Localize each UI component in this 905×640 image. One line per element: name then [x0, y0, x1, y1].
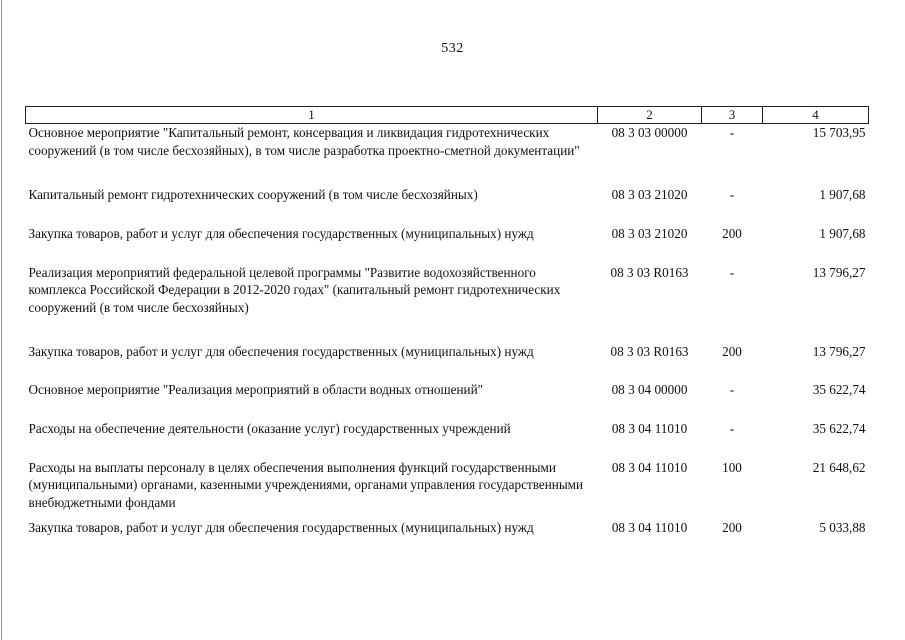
row-name: Капитальный ремонт гидротехнических сооружений (в том числе бесхозяйных): [28, 186, 478, 202]
row-type: -: [729, 381, 735, 397]
table-row: [26, 264, 869, 343]
table-row: [26, 186, 869, 225]
table-header: [26, 107, 869, 124]
row-type: -: [729, 264, 735, 280]
row-name: Реализация мероприятий федеральной целевой программы "Развитие водохозяйственного комплекса Российской Федерации в 2012-2020 годах" (капитальный ремонт гидротехнических сооружений (в том числе бесхозяйных): [28, 264, 561, 315]
header-col-name: 1: [26, 107, 598, 124]
row-type: -: [729, 125, 735, 140]
row-amount: 13 796,27: [812, 264, 866, 280]
row-amount: 35 622,74: [812, 420, 866, 436]
row-code: 08 3 03 00000: [611, 125, 688, 140]
row-name: Расходы на выплаты персоналу в целях обеспечения выполнения функций государственными (муниципальными) органами, казенными учреждениями, органами управления государственными внебюджетными фондами: [28, 459, 584, 510]
row-amount: 21 648,62: [812, 459, 866, 475]
row-amount: 1 907,68: [819, 186, 866, 202]
table-row: [26, 420, 869, 459]
row-type: 200: [722, 343, 742, 359]
table-body: [26, 124, 869, 557]
row-code: 08 3 04 11010: [611, 519, 688, 535]
header-col-amount: 4: [763, 107, 869, 124]
row-name: Закупка товаров, работ и услуг для обеспечения государственных (муниципальных) нужд: [28, 225, 534, 241]
page-number: 532: [441, 41, 464, 56]
header-row: [26, 107, 869, 124]
row-amount: 35 622,74: [812, 381, 866, 397]
row-type: 200: [722, 225, 742, 241]
row-name: Расходы на обеспечение деятельности (оказание услуг) государственных учреждений: [28, 420, 511, 436]
header-col-code: 2: [598, 107, 702, 124]
table-row: [26, 381, 869, 420]
budget-table: [25, 106, 869, 557]
table-row: [26, 225, 869, 264]
scan-edge-line: [1, 0, 2, 640]
row-amount: 1 907,68: [819, 225, 866, 241]
row-code: 08 3 03 21020: [611, 186, 688, 202]
row-type: -: [729, 186, 735, 202]
row-amount: 13 796,27: [812, 343, 866, 359]
row-amount: 5 033,88: [819, 519, 866, 535]
row-code: 08 3 04 11010: [611, 420, 688, 436]
table-row: [26, 519, 869, 557]
row-code: 08 3 03 21020: [611, 225, 688, 241]
row-name: Закупка товаров, работ и услуг для обеспечения государственных (муниципальных) нужд: [28, 519, 534, 535]
row-type: -: [729, 420, 735, 436]
row-code: 08 3 03 R0163: [610, 343, 689, 359]
row-type: 100: [722, 459, 742, 475]
table-row: [26, 459, 869, 519]
row-name: Закупка товаров, работ и услуг для обеспечения государственных (муниципальных) нужд: [28, 343, 534, 359]
row-code: 08 3 03 R0163: [610, 264, 689, 280]
row-code: 08 3 04 11010: [611, 459, 688, 475]
header-col-type: 3: [702, 107, 763, 124]
row-name: Основное мероприятие "Капитальный ремонт, консервация и ликвидация гидротехнических сооружений (в том числе бесхозяйных), в том числе разработка проектно-сметной документации": [28, 125, 580, 158]
row-amount: 15 703,95: [812, 125, 866, 140]
table-row: [26, 343, 869, 381]
row-type: 200: [722, 519, 742, 535]
row-code: 08 3 04 00000: [611, 381, 688, 397]
table-row: [26, 124, 869, 186]
row-name: Основное мероприятие "Реализация мероприятий в области водных отношений": [28, 381, 484, 397]
